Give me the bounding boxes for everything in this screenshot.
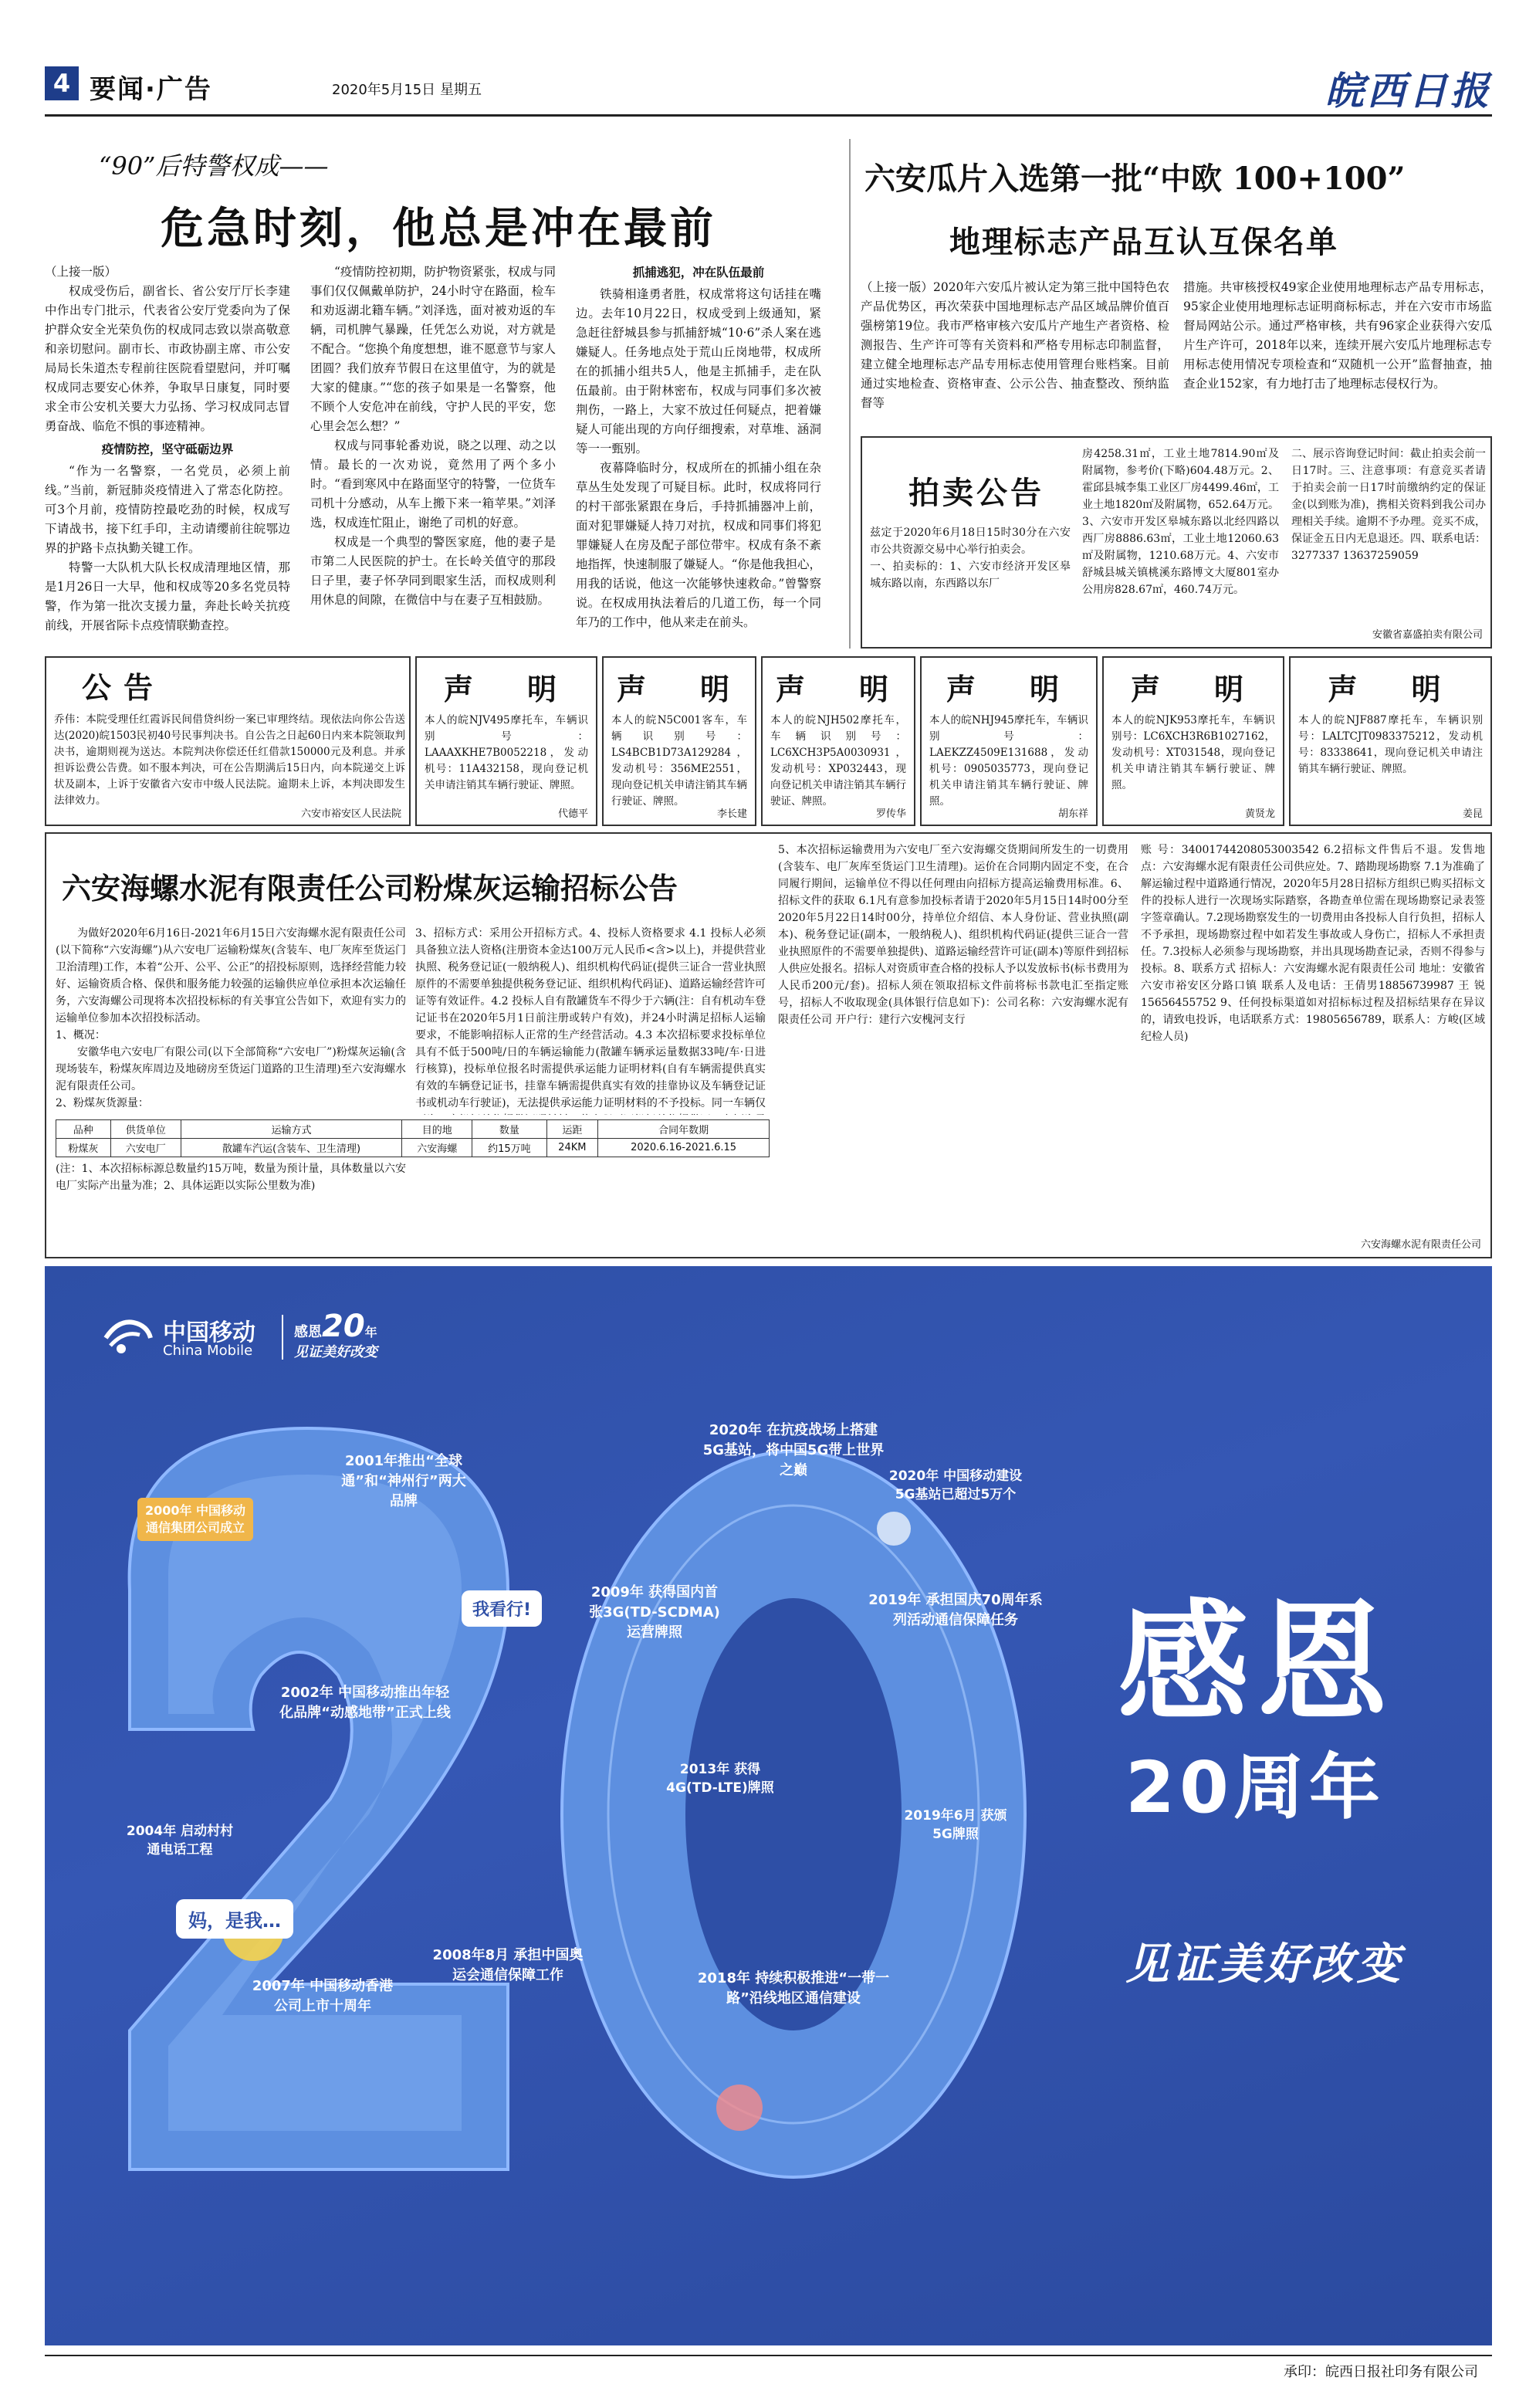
table-cell: 粉煤灰	[56, 1139, 111, 1157]
table-cell: 2020.6.16-2021.6.15	[598, 1139, 770, 1157]
statement-body: 本人的皖NHJ945摩托车，车辆识别号：LAEKZZ4509E131688，发动机号：0905035773，现向登记机关申请注销其车辆行驶证、牌照。	[929, 714, 1088, 808]
milestone-2018: 2018年 持续积极推进“一带一路”沿线地区通信建设	[697, 1970, 890, 2007]
article2-headline-2: 地理标志产品互认互保名单	[949, 224, 1338, 260]
table-cell: 六安电厂	[110, 1139, 181, 1157]
para: 权成受伤后，副省长、省公安厅厅长李建中作出专门批示，代表省公安厅党委向为了保护群众安全光荣负伤的权成同志致以崇高敬意和亲切慰问。副市长、市政协副主席、市公安局局长朱道杰专程前往医院看望慰问，并叮嘱权成同志要安心休养，争取早日康复，同时要求全市公安机关要大力弘扬、学习权成同志冒勇奋战、临危不惧的事迹精神。	[45, 284, 290, 433]
table-header-cell: 供货单位	[110, 1120, 181, 1139]
para: “疫情防控初期，防护物资紧张，权成与同事们仅仅佩戴单防护，24小时守在路面，检车和劝返湖北籍车辆。”刘泽选，面对被劝返的车辆，司机脾气暴躁，任凭怎么劝说，对方就是不配合。“您换个角度想想，谁不愿意节与家人团圆？我们放弃节假日在这里值守，为的就是大家的健康。”“您的孩子如果是一名警察，他不顾个人安危冲在前线，守护人民的平安，您心里会怎么想？”	[310, 265, 556, 433]
milestone-2000: 2000年 中国移动通信集团公司成立	[137, 1498, 253, 1541]
court-notice-title: 公告	[81, 671, 165, 705]
paper-logo: 皖西日报	[1325, 68, 1492, 113]
statement-body: 本人的皖N5C001客车，车辆识别号：LS4BCB1D73A129284，发动机号：356ME2551，现向登记机关申请注销其车辆行驶证、牌照。	[611, 714, 747, 808]
tender-notice	[45, 832, 1492, 1258]
para: 特警一大队机大队长权成清理地区情，那是1月26日一大早，他和权成等20多名党员特警，作为第一批次支援力量，奔赴长岭关抗疫前线，开展省际卡点疫情联勤查控。	[45, 561, 290, 632]
tender-para: 为做好2020年6月16日-2021年6月15日六安海螺水泥有限责任公司(以下简称“六安海螺”)从六安电厂运输粉煤灰(含装车、电厂灰库至货运门卫治清理)工作，本着“公开、公平、公正”的招投标原则，选择经营能力较好、运输资质合格、保供和服务能力较强的运输供应单位承担本次运输任务，六安海螺公司现将本次招投标标的有关事宜公告如下，欢迎有实力的运输单位参加本次招投标活动。	[56, 927, 406, 1025]
article2-col-1: （上接一版）2020年六安瓜片被认定为第三批中国特色农产品优势区，再次荣获中国地理标志产品区域品牌价值百强榜第19位。我市严格审核六安瓜片产地生产者资格、检测报告、生产许可等有关资料和严格专用标志印制监督，建立健全地理标志产品专用标志使用管理台账档案。目前通过实地检查、资格审查、公示公告、抽查整改、预纳监督等	[861, 280, 1169, 410]
auction-title: 拍卖公告	[908, 475, 1044, 511]
footer-rule	[45, 2355, 1492, 2356]
statement-body: 本人的皖NJK953摩托车，车辆识别号：LC6XCH3R6B1027162，发动机号：XT031548，现向登记机关申请注销其车辆行驶证、牌照。	[1111, 714, 1275, 791]
article-police	[45, 147, 844, 656]
para: “作为一名警察，一名党员，必须上前线。”当前，新冠肺炎疫情进入了常态化防控。可3个月前，疫情防控最吃劲的时候，权成写下请战书，接下红手印，主动请缨前往皖鄂边界的护路卡点执勤关键工作。	[45, 464, 290, 555]
badge-sub: 见证美好改变	[294, 1344, 377, 1360]
para: 权成是一个典型的警医家庭，他的妻子是市第二人民医院的护士。在长岭关值守的那段日子里，妻子怀孕同到眼家生活，而权成则利用休息的间隙，在微信中与在妻子互相鼓励。	[310, 535, 556, 607]
china-mobile-logo-icon	[103, 1315, 154, 1356]
table-row	[56, 1139, 770, 1157]
milestone-2020-base: 2020年 中国移动建设5G基站已超过5万个	[888, 1468, 1023, 1502]
table-header-cell: 品种	[56, 1120, 111, 1139]
tender-signer: 六安海螺水泥有限责任公司	[1360, 1239, 1481, 1251]
badge-num: 20	[322, 1309, 365, 1344]
badge-year: 年	[364, 1325, 377, 1339]
table-header-cell: 运输方式	[181, 1120, 402, 1139]
auction-item-1: 一、拍卖标的：1、六安市经济开发区皋城东路以南，东西路以东厂	[870, 561, 1071, 590]
ad-big-sub: 20周年	[1125, 1746, 1385, 1829]
table-cell: 24KM	[546, 1139, 598, 1157]
para: 铁骑相逢勇者胜，权成常将这句话挂在嘴边。去年10月22日，权成受到上级通知，紧急赶往舒城县参与抓捕舒城“10·6”杀人案在逃嫌疑人。任务地点处于荒山丘岗地带，权成所在的抓捕小组共5人，他是主抓捕手，走在队伍最前。由于附林密布，权成与同事们多次被荆伤，一路上，大家不放过任何疑点，把着嫌疑人可能出现的方向仔细搜索，对草堆、涵洞等一一甄别。	[576, 287, 821, 456]
tender-col-1	[56, 925, 406, 1112]
table-cell: 六安海螺	[402, 1139, 472, 1157]
auction-company: 安徽省嘉盛拍卖有限公司	[1372, 629, 1483, 641]
milestone-2008: 2008年8月 承担中国奥运会通信保障工作	[432, 1947, 584, 1983]
milestone-2004: 2004年 启动村村通电话工程	[126, 1824, 234, 1858]
statement-5	[1102, 656, 1284, 826]
tender-para: 安徽华电六安电厂有限公司(以下全部简称“六安电厂”)粉煤灰运输(含现场装车，粉煤灰库周边及地磅房至货运门道路的卫生清理)至六安海螺水泥有限责任公司。	[56, 1046, 406, 1092]
masthead	[45, 60, 1492, 116]
milestone-2007: 2007年 中国移动香港公司上市十周年	[252, 1978, 394, 2014]
statement-title: 声 明	[775, 672, 901, 706]
brand-block	[103, 1309, 427, 1370]
para: （上接一版）	[45, 265, 117, 279]
para: 权成与同事轮番劝说，晓之以理、动之以情。最长的一次劝说，竟然用了两个多小时。“看到寒风中在路面坚守的特警，一位货车司机十分感动，从车上搬下来一箱苹果。”刘泽选，权成连忙阻止，谢绝了司机的好意。	[310, 439, 556, 530]
issue-date: 2020年5月15日	[332, 82, 436, 98]
table-cell: 约15万吨	[472, 1139, 546, 1157]
ad-slogan: 见证美好改变	[1125, 1939, 1403, 1990]
statement-3	[761, 656, 915, 826]
court-notice-signer: 六安市裕安区人民法院	[300, 808, 401, 820]
milestone-2013: 2013年 获得4G(TD-LTE)牌照	[666, 1762, 774, 1796]
china-mobile-ad	[45, 1266, 1492, 2345]
table-header	[56, 1120, 770, 1139]
statement-signer: 黄贤龙	[1244, 808, 1275, 820]
issue-weekday: 星期五	[440, 82, 482, 98]
page-number: 4	[45, 66, 79, 100]
milestone-2020-5g: 2020年 在抗疫战场上搭建5G基站，将中国5G带上世界之巅	[702, 1422, 885, 1478]
article2-headline-1: 六安瓜片入选第一批“中欧 100+100”	[864, 161, 1406, 197]
brand-divider	[282, 1315, 283, 1360]
statement-body: 本人的皖NJV495摩托车，车辆识别号：LAAAXKHE7B0052218，发动机号：11A432158，现向登记机关申请注销其车辆行驶证、牌照。	[425, 714, 588, 791]
milestone-2001: 2001年推出“全球通”和“神州行”两大品牌	[341, 1453, 466, 1509]
printer-credit: 承印：皖西日报社印务有限公司	[1284, 2364, 1478, 2380]
auction-intro	[870, 524, 1071, 592]
court-notice	[45, 656, 411, 826]
article-tea	[861, 147, 1492, 425]
statement-title: 声 明	[443, 672, 569, 706]
statement-signer: 罗传华	[875, 808, 906, 820]
tender-subhead: 1、概况：	[56, 1029, 106, 1041]
statement-title: 声 明	[946, 672, 1071, 706]
subhead: 疫情防控，坚守砥砺边界	[101, 442, 234, 456]
article-col-2	[310, 262, 556, 610]
table-header-cell: 合同年数期	[598, 1120, 770, 1139]
statement-signer: 代德平	[557, 808, 588, 820]
brand-cn: 中国移动	[163, 1319, 255, 1346]
column-divider	[849, 139, 851, 649]
court-notice-body: 乔伟：本院受理任红霞诉民间借贷纠纷一案已审理终结。现依法向你公告送达(2020)皖1503民初40号民事判决书。自公告之日起60日内来本院领取判决书，逾期则视为送达。本院判决你偿还任红借款150000元及利息。并承担诉讼费公告费。如不服本判决，可在公告期满后15日内，向本院递交上诉状及副本，上诉于安徽省六安市中级人民法院。逾期未上诉，本判决即发生法律效力。	[54, 713, 405, 807]
tender-col-2: 3、招标方式：采用公开招标方式。4、投标人资格要求 4.1 投标人必须具备独立法人资格(注册资本金达100万元人民币<含>以上)，并提供营业执照、税务登记证(一般纳税人)、组织机构代码证(提供三证合一营业执照原件的不需要单独提供税务登记证、组织机构代码证)、道路运输经营许可证等有效证件。4.2 投标人自有散罐货车不得少于六辆(注：自有机动车登记证书在2020年5月1日前注册或转户有效)，并24小时满足招标人运输要求，不能影响招标人正常的生产经营活动。4.3 本次招标要求投标单位具有不低于500吨/日的车辆运输能力(散罐车辆承运量数据33吨/车·日进行核算)，投标单位报名时需提供承运能力证明材料(自有车辆需提供真实有效的车辆登记证书，挂靠车辆需提供真实有效的挂靠协议及车辆登记证书或机动车行驶证)，无法提供承运能力证明材料的不予投标。同一车辆仅	[415, 927, 766, 1109]
statement-2	[602, 656, 756, 826]
table-header-cell: 目的地	[402, 1120, 472, 1139]
auction-col-b: 房4258.31㎡，工业土地7814.90㎡及附属物，参考价(下略)604.48万元。2、霍邱县城李集工业区厂房4499.46㎡，工业土地1820㎡及附属物，652.64万元。3、六安市开发区皋城东路以北经四路以西厂房8886.63㎡，工业土地12060.63㎡及附属物，1210.68万元。4、六安市舒城县城关镇桃溪东路博文大厦801室办公用房828.67㎡，460.74万元。	[1082, 448, 1279, 596]
badge-top: 感恩	[294, 1324, 322, 1340]
statement-title: 声 明	[616, 672, 742, 706]
tender-col-4: 账 号：34001744208053003542 6.2招标文件售后不退。发售地点：六安海螺水泥有限责任公司供应处。7、踏勘现场勘察 7.1为准确了解运输过程中道路通行情况，2020年5月28日招标方组织已购买招标文件的投标人进行一次现场实际踏察，各勘查单位需在现场勘察记录表签字签章确认。7.2现场勘察发生的一切费用由各投标人自行负担，招标人不予承担，现场勘察过程中如若发生事故或人身伤亡，招标人不承担责任。7.3投标人必须参与现场勘察，并出具现场勘查记录，否则不得参与投标。8、联系方式 招标人：六安海螺水泥有限责任公司 地址：安徽省六安市裕安区分路口镇 联系人及电话：王倩男18856739987 王 锐 15656455752 9、任何投标渠道如对招标标过程及招标结果存在异议的，请致电投诉，电话联系方式：19805656789，联系人：方峻(区域纪检人员)	[1141, 844, 1485, 1043]
statement-title: 声 明	[1328, 672, 1453, 706]
masthead-rule	[45, 114, 1492, 117]
speech-bubble-2: 妈，是我…	[176, 1899, 293, 1939]
statement-1	[415, 656, 597, 826]
milestone-2009: 2009年 获得国内首张3G(TD-SCDMA)运营牌照	[589, 1584, 720, 1641]
tender-subhead: 2、粉煤灰货源量：	[56, 1097, 149, 1109]
article-col-3	[576, 262, 821, 632]
tender-col-3: 5、本次招标运输费用为六安电厂至六安海螺交货期间所发生的一切费用(含装车、电厂灰库至货运门卫生清理)。运价在合同期内固定不变，在合同履行期间，运输单位不得以任何理由向招标方提高运输费用标准。6、招标文件的获取 6.1凡有意参加投标者请于2020年5月15日14时00分至2020年5月22日14时00分，持单位介绍信、本人身份证、营业执照(副本)、税务登记证(副本，一般纳税人)、组织机构代码证(提供三证合一营业执照原件的不需要单独提供)、道路运输经营许可证(副本)等原件到招标人供应处报名。招标人对资质审查合格的投标人予以发放标书(标书费用为人民币200元/套)。招标人须在领取招标文件前将标书款电汇至指定账号，招标人不收取现金(具体银行信息如下)：公司名称：六安海螺水泥有限责任公司 开户行：建行六安槐河支行	[778, 844, 1128, 1026]
statement-signer: 李长建	[716, 808, 747, 820]
statement-6	[1289, 656, 1492, 826]
table-header-cell: 数量	[472, 1120, 546, 1139]
article-headline: 危急时刻，他总是冲在最前	[161, 203, 716, 254]
auction-intro-text: 兹定于2020年6月18日15时30分在六安市公共资源交易中心举行拍卖会。	[870, 527, 1071, 556]
ad-big-title: 感恩	[1118, 1587, 1396, 1740]
article-col-1	[45, 262, 290, 635]
milestone-2002: 2002年 中国移动推出年轻化品牌“动感地带”正式上线	[279, 1685, 451, 1721]
milestone-2019-70: 2019年 承担国庆70周年系列活动通信保障任务	[868, 1592, 1043, 1628]
tender-table	[56, 1119, 770, 1194]
statement-signer: 胡东祥	[1057, 808, 1088, 820]
section-title: 要闻·广告	[90, 74, 212, 105]
badge-text	[294, 1309, 377, 1361]
para: 夜幕降临时分，权成所在的抓捕小组在杂草丛生处发现了可疑目标。此时，权成将同行的村干部张紧跟在身后，手持抓捕器冲上前，面对犯罪嫌疑人持刀对抗，权成和同事们将犯罪嫌疑人在房及配子部位带牢。权成有条不紊地指挥，快速制服了嫌疑人。“你是他我担心，用我的话说，他这一次能够快速救命。”曾警察说。在权成用执法着后的几道工伤，每一个同年乃的工作中，他从来走在前头。	[576, 461, 821, 629]
tender-title: 六安海螺水泥有限责任公司粉煤灰运输招标公告	[62, 871, 678, 906]
milestone-2019-5g: 2019年6月 获颁5G牌照	[904, 1808, 1007, 1842]
speech-bubble-1: 我看行!	[462, 1590, 542, 1627]
article2-col-2: 措施。共审核授权49家企业使用地理标志产品专用标志，95家企业使用地理标志证明商标标志，并在六安市市场监督局网站公示。通过严格审核，共有96家企业获得六安瓜片生产许可，2018年以来，连续开展六安瓜片地理标志专用标志使用情况专项检查和“双随机一公开”监督抽查，抽查企业152家，有力地打击了地理标志侵权行为。	[1183, 280, 1492, 391]
table-header-cell: 运距	[546, 1120, 598, 1139]
auction-col-c: 二、展示咨询登记时间：截止拍卖会前一日17时。三、注意事项：有意竞买者请于拍卖会前一日17时前缴纳约定的保证金(以到账为准)，携相关资料到我公司办理相关手续。逾期不予办理。竞买不成，保证金五日内无息退还。四、联系电话：3277337 13637259059	[1291, 448, 1486, 562]
auction-notice	[861, 436, 1492, 649]
statement-4	[920, 656, 1098, 826]
statement-body: 本人的皖NJH502摩托车，车辆识别号：LC6XCH3P5A0030931，发动机号：XP032443，现向登记机关申请注销其车辆行驶证、牌照。	[770, 714, 906, 808]
subhead: 抓捕逃犯，冲在队伍最前	[632, 265, 765, 279]
tender-table-note: (注：1、本次招标标源总数量约15万吨，数量为预计量，具体数量以六安电厂实际产出量为准；2、具体运距以实际公里数为准)	[56, 1163, 406, 1192]
table-cell: 散罐车汽运(含装车、卫生清理)	[181, 1139, 402, 1157]
statement-body: 本人的皖NJF887摩托车，车辆识别号：LALTCJT0983375212，发动机号：83338641，现向登记机关申请注销其车辆行驶证、牌照。	[1298, 714, 1483, 775]
article-kicker: “90”后特警权成——	[99, 151, 329, 181]
statement-title: 声 明	[1130, 672, 1256, 706]
brand-en: China Mobile	[163, 1343, 253, 1359]
statement-signer: 姜昆	[1462, 808, 1483, 820]
